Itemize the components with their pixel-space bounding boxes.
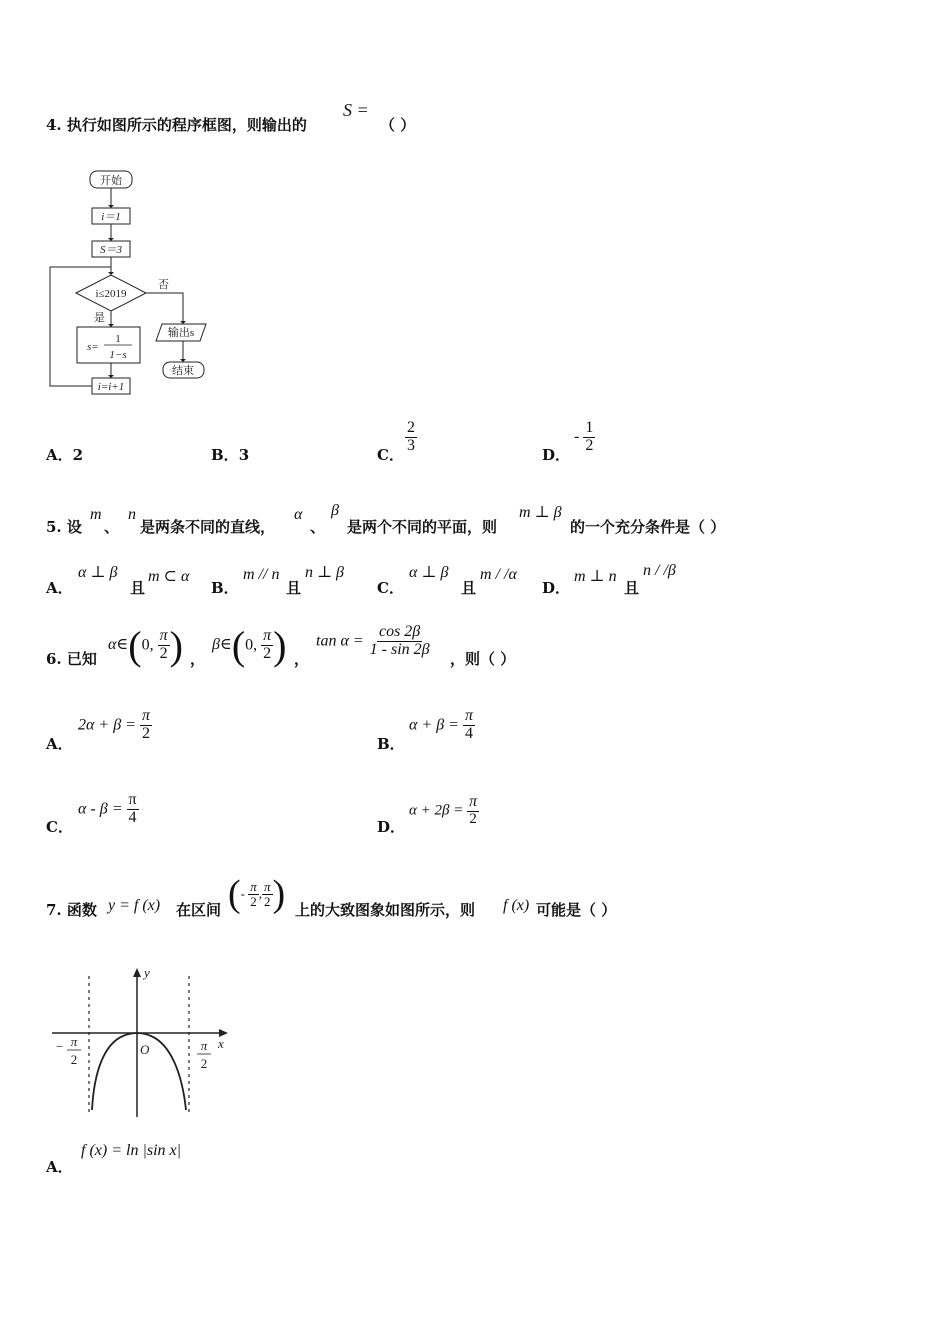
option-letter: A．	[46, 446, 73, 464]
q7-number	[46, 899, 97, 920]
comma: ，	[294, 650, 310, 668]
beta-interval: β∈(0, $\frac{\pi}{2}$ )	[212, 623, 287, 668]
q6-option-d-letter[interactable]: D．	[377, 818, 406, 836]
flow-end: 结束	[172, 365, 194, 377]
var-m: m	[90, 506, 102, 523]
tick-left-den: 2	[70, 1052, 78, 1067]
flow-s-num: 1	[115, 333, 121, 345]
q5-option-b-letter[interactable]: B．	[211, 579, 239, 597]
flow-start: 开始	[100, 175, 122, 187]
question-text: 上的大致图象如图所示，则	[295, 901, 476, 919]
expr: m ⊂ α	[148, 568, 190, 585]
fraction-denominator: 2	[585, 436, 594, 454]
question-text: 在区间	[176, 901, 222, 919]
separator: 、	[310, 518, 326, 536]
q7-option-a-expr: f (x) = ln |sin x|	[81, 1142, 182, 1159]
neg-sign: −	[56, 1039, 64, 1054]
question-number: 4.	[46, 116, 62, 134]
condition-expr: m ⊥ β	[519, 504, 562, 521]
fraction-numerator: π	[159, 627, 168, 645]
flow-output: 输出s	[167, 327, 195, 339]
expr: 0,	[245, 636, 258, 654]
q4-option-d-letter[interactable]: D．	[542, 446, 571, 464]
q6-option-b-letter[interactable]: B．	[377, 735, 405, 753]
tan-equation	[316, 624, 432, 659]
separator: 、	[104, 518, 120, 536]
flow-condition: i≤2019	[95, 288, 127, 300]
q6-option-b-expr	[409, 708, 475, 743]
expr: α∈	[108, 636, 129, 654]
expr: n / /β	[643, 562, 676, 579]
fraction-numerator: π	[263, 627, 272, 645]
question-text: 可能是（ ）	[536, 901, 617, 919]
fraction-denominator: 2	[264, 893, 271, 909]
question-text: 函数	[66, 901, 97, 919]
flow-s-lhs: s=	[87, 341, 99, 353]
negative-sign: -	[240, 886, 245, 901]
tick-right-num: π	[200, 1038, 208, 1053]
fraction-denominator: 3	[407, 436, 415, 454]
flow-yes-label: 是	[94, 312, 105, 324]
fraction-denominator: 2	[159, 645, 168, 662]
fraction-denominator: 2	[250, 893, 257, 909]
option-value: 2	[72, 446, 84, 464]
fraction-denominator: 2	[263, 645, 272, 662]
fraction-numerator: π	[264, 878, 271, 894]
comma: ，	[190, 650, 206, 668]
flow-i-init: i＝1	[101, 211, 121, 223]
q6-option-c-letter[interactable]: C．	[46, 818, 73, 836]
origin-label: O	[140, 1042, 150, 1057]
negative-sign: -	[574, 427, 580, 445]
fraction-denominator: 1 - sin 2β	[369, 640, 430, 658]
expr: tan α =	[316, 632, 364, 650]
question-text: ，则（ ）	[450, 650, 516, 668]
expr: n ⊥ β	[305, 564, 345, 581]
var-n: n	[128, 506, 136, 523]
q5-option-c-letter[interactable]: C．	[377, 579, 404, 597]
fraction-numerator: 1	[585, 419, 594, 436]
fraction-denominator: 2	[141, 724, 150, 742]
expr: β∈	[212, 636, 232, 654]
fraction-numerator: π	[469, 793, 478, 810]
expr: α + β =	[409, 716, 459, 734]
fraction-numerator: π	[141, 707, 150, 724]
expr: α - β =	[78, 800, 123, 818]
option-value: 3	[238, 446, 250, 464]
fraction-denominator: 4	[128, 808, 137, 826]
fraction-numerator: π	[128, 791, 137, 808]
and-word: 且	[286, 579, 302, 597]
flow-s-init: S＝3	[100, 244, 122, 256]
q4-option-b[interactable]	[211, 444, 249, 465]
question-number: 5.	[46, 518, 62, 536]
function-graph	[48, 962, 238, 1122]
var-alpha: α	[294, 506, 303, 523]
var-beta: β	[331, 502, 339, 519]
output-variable: S =	[343, 100, 369, 120]
question-number: 6.	[46, 650, 62, 668]
fraction-denominator: 4	[464, 724, 473, 742]
and-word: 且	[461, 579, 477, 597]
flow-increment: i=i+1	[97, 381, 125, 393]
question-text: 执行如图所示的程序框图，则输出的	[66, 116, 307, 134]
option-letter: B．	[211, 446, 239, 464]
expr: m / /α	[480, 566, 517, 583]
q6-option-a-letter[interactable]: A．	[46, 735, 73, 753]
fx-expr: f (x)	[503, 897, 530, 914]
interval-expr: (- $\frac{\pi}{2}$ , $\frac{\pi}{2}$ )	[228, 873, 286, 915]
expr: m // n	[243, 566, 280, 583]
q4-option-d-value	[574, 420, 595, 455]
question-4-stem	[46, 114, 307, 135]
fraction-numerator: π	[464, 707, 473, 724]
fraction-numerator: cos 2β	[378, 623, 421, 640]
expr: m ⊥ n	[574, 568, 617, 585]
q4-option-c-value	[405, 420, 417, 455]
q5-number	[46, 516, 82, 537]
q5-option-a-letter[interactable]: A．	[46, 579, 73, 597]
question-text: 已知	[66, 650, 97, 668]
answer-paren: （ ）	[380, 116, 416, 134]
expr: 2α + β =	[78, 716, 136, 734]
question-text: 的一个充分条件是（ ）	[570, 518, 726, 536]
function-expr: y = f (x)	[108, 897, 161, 914]
fraction-numerator: π	[250, 878, 257, 894]
tick-left-num: π	[70, 1034, 78, 1049]
y-axis-label: y	[144, 965, 150, 980]
expr: 0,	[141, 636, 154, 654]
expr: α ⊥ β	[78, 564, 118, 581]
tick-right-den: 2	[200, 1056, 208, 1071]
flow-no-label: 否	[158, 279, 169, 291]
question-text: 是两条不同的直线，	[140, 518, 276, 536]
expr: α ⊥ β	[409, 564, 449, 581]
fraction-numerator: 2	[407, 419, 415, 436]
and-word: 且	[130, 579, 146, 597]
q4-option-a[interactable]	[46, 444, 83, 465]
x-axis-label: x	[218, 1036, 224, 1051]
q4-option-c-letter[interactable]: C．	[377, 446, 404, 464]
question-text: 设	[66, 518, 82, 536]
q6-option-c-expr	[78, 792, 139, 827]
fraction-denominator: 2	[469, 810, 477, 827]
q5-option-d-letter[interactable]: D．	[542, 579, 571, 597]
q6-option-a-expr	[78, 708, 152, 743]
question-number: 7.	[46, 901, 62, 919]
flow-s-den: 1−s	[109, 349, 127, 361]
q6-number	[46, 648, 97, 669]
alpha-interval: α∈(0, $\frac{\pi}{2}$ )	[108, 623, 183, 668]
and-word: 且	[624, 579, 640, 597]
flowchart	[40, 165, 230, 405]
expr: α + 2β =	[409, 802, 464, 819]
q7-option-a-letter[interactable]: A．	[46, 1158, 73, 1176]
q6-option-d-expr	[409, 794, 479, 828]
question-text: 是两个不同的平面，则	[347, 518, 498, 536]
